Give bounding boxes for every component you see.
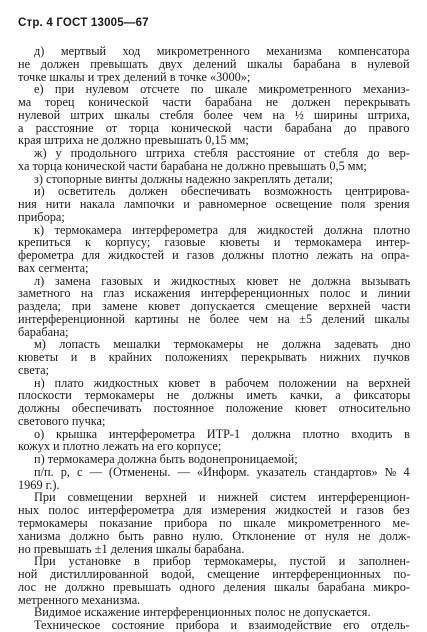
text-line: При совмещении верхней и нижней систем интерференцион- bbox=[34, 490, 410, 505]
text-line: раздела; при замене кювет допускается смещение верхней части bbox=[18, 299, 411, 314]
text-line: п) термокамера должна быть водонепроницаемой; bbox=[34, 452, 298, 467]
text-line: плоскости термокамеры не должны иметь качки, а фиксаторы bbox=[18, 388, 411, 403]
text-line: света; bbox=[18, 362, 50, 377]
text-line: но превышать ±1 деления шкалы барабана. bbox=[18, 541, 245, 556]
text-line: и) осветитель должен обеспечивать возможность центрирова- bbox=[34, 184, 410, 199]
text-line: ной дистиллированной водой, смещение интерференционных по- bbox=[18, 567, 411, 581]
text-line: метренного механизма. bbox=[18, 592, 141, 607]
text-line: нулевой штрих шкалы стебля более чем на ½ ширины штриха, bbox=[18, 107, 410, 122]
text-line: л) замена газовых и жидкостных кювет не должна вызывать bbox=[34, 273, 411, 288]
text-line: ж) у продольного штриха стебля расстояние от стебля до вер- bbox=[34, 146, 410, 160]
text-line: к) термокамера интерферометра для жидкостей должна плотно bbox=[34, 222, 411, 237]
text-line: 1969 г.). bbox=[18, 477, 60, 492]
text-line: кожух и плотно лежать на его корпусе; bbox=[18, 439, 222, 454]
text-line: светового пучка; bbox=[18, 413, 106, 428]
text-line: ма торец конической части барабана не должен перекрывать bbox=[18, 95, 411, 109]
page-header: Стр. 4 ГОСТ 13005—67 bbox=[18, 17, 149, 29]
text-line: ния нити накала лампочки и равномерное освещение поля зрения bbox=[18, 197, 410, 212]
text-line: ферометра для жидкостей и газов должны плотно лежать на опра- bbox=[18, 248, 410, 263]
text-line: должны обеспечивать постоянное положение кювет относительно bbox=[18, 401, 411, 416]
text-line: м) лопасть мешалки термокамеры не должна задевать дно bbox=[34, 337, 411, 352]
text-line: д) мертвый ход микрометренного механизма компенсатора bbox=[34, 44, 410, 58]
text-line: ха торца конической части барабана не должно превышать 0,5 мм; bbox=[18, 158, 367, 173]
text-line: Видимое искажение интерференционных полос не допускается. bbox=[34, 605, 371, 620]
text-line: з) стопорные винты должны надежно закреплять детали; bbox=[34, 171, 333, 186]
text-line: термокамеры показание прибора по шкале микрометренного ме- bbox=[18, 516, 410, 530]
text-line: прибора; bbox=[18, 209, 65, 224]
text-line: не должен превышать двух делений шкалы барабана в нулевой bbox=[18, 56, 410, 71]
text-line: заметного на глаз искажения интерференционных полос и линии bbox=[18, 286, 411, 301]
text-line: крепиться к корпусу; газовые кюветы и термокамера интер- bbox=[18, 235, 410, 250]
text-line: ханизма должно быть равно нулю. Отклонение от нуля не долж- bbox=[18, 528, 411, 543]
text-line: п/п. р, с — (Отменены. — «Информ. указатель стандартов» № 4 bbox=[34, 464, 410, 479]
text-line: н) плато жидкостных кювет в рабочем положении на верхней bbox=[34, 375, 411, 390]
text-line: вах сегмента; bbox=[18, 260, 89, 275]
text-line: лос не должно превышать одного деления шкалы барабана микро- bbox=[18, 579, 410, 594]
text-line: края штриха не должно превышать 0,15 мм; bbox=[18, 133, 249, 148]
text-line: е) при нулевом отсчете по шкале микрометренного механиз- bbox=[34, 82, 410, 97]
text-line: о) крышка интерферометра ИТР-1 должна плотно входить в bbox=[34, 426, 410, 441]
text-line: кюветы и в крайних положениях перекрывать нижних пучков bbox=[18, 350, 410, 365]
text-line: а расстояние от торца конической части барабана до правого bbox=[18, 120, 410, 135]
text-line: интерференционной картины не более чем на ±5 делений шкалы bbox=[18, 311, 410, 326]
text-line: Техническое состояние прибора и взаимодействие его отдель- bbox=[34, 618, 410, 632]
text-line: ных полос интерферометра для измерения жидкостей и газов без bbox=[18, 503, 410, 518]
text-line: При установке в прибор термокамеры, пустой и заполнен- bbox=[34, 554, 411, 569]
text-line: барабана; bbox=[18, 324, 69, 339]
text-line: точке шкалы и трех делений в точке «3000»; bbox=[18, 69, 251, 84]
